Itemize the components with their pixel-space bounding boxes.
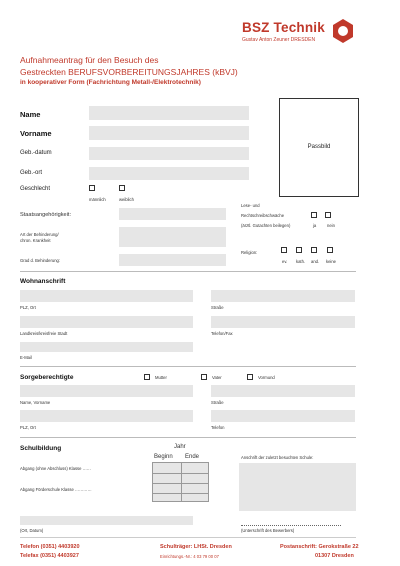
divider [20, 271, 356, 272]
geb-ort-label: Geb.-ort [20, 170, 43, 176]
staatsangehoerigkeit-field[interactable] [119, 208, 226, 220]
religion-keine-label: keine [326, 259, 337, 264]
wohn-plz-ort-field[interactable] [20, 290, 193, 302]
religion-kath-checkbox[interactable] [296, 247, 302, 253]
title-line-1: Aufnahmeantrag für den Besuch des [20, 55, 159, 65]
religion-ev-label: ev. [282, 259, 288, 264]
unterschrift-label: (Unterschrift des Bewerbers) [241, 528, 295, 533]
schulbildung-heading: Schulbildung [20, 445, 62, 452]
grad-field[interactable] [119, 254, 226, 266]
religion-ev-checkbox[interactable] [281, 247, 287, 253]
beginn-label: Beginn [154, 454, 173, 460]
abgang-foerder-label: Abgang Förderschule Klasse ………… [20, 487, 92, 492]
footer-telefax: Telefax (0351) 4403927 [20, 553, 79, 559]
wohn-landkreis-label: Landkreis/kreisfreie Stadt [20, 331, 68, 336]
behinderung-label-2: chron. Krankheit [20, 238, 51, 243]
ort-datum-field[interactable] [20, 516, 193, 525]
lrs-nein-checkbox[interactable] [325, 212, 331, 218]
vater-checkbox[interactable] [201, 374, 207, 380]
wohn-telefon-field[interactable] [211, 316, 355, 328]
sorge-telefon-field[interactable] [211, 410, 355, 422]
vormund-checkbox[interactable] [247, 374, 253, 380]
divider [20, 437, 356, 438]
sorge-heading: Sorgeberechtigte [20, 374, 74, 381]
ende-label: Ende [185, 454, 200, 460]
religion-and-checkbox[interactable] [311, 247, 317, 253]
vormund-label: Vormund [258, 375, 275, 380]
mutter-label: Mutter [155, 375, 167, 380]
schule-jahr-grid[interactable] [152, 462, 209, 502]
grid-hline [153, 483, 208, 484]
logo-brand: BSZ Technik [242, 20, 325, 35]
wohn-strasse-field[interactable] [211, 290, 355, 302]
vater-label: Vater [212, 375, 222, 380]
wohn-telefon-label: Telefon/Fax [211, 331, 233, 336]
footer-divider [20, 537, 356, 538]
vorname-label: Vorname [20, 129, 52, 138]
mutter-checkbox[interactable] [144, 374, 150, 380]
behinderung-label-1: Art der Behinderung/ [20, 232, 59, 237]
anschrift-field[interactable] [239, 463, 356, 511]
religion-label: Religion: [241, 250, 258, 255]
wohn-email-label: E-Mail [20, 355, 32, 360]
grid-vline [181, 463, 182, 501]
hex-nut-icon [332, 18, 354, 44]
wohn-strasse-label: Straße [211, 305, 224, 310]
footer-traeger: Schulträger: LHSt. Dresden [160, 544, 232, 550]
grad-label: Grad d. Behinderung: [20, 258, 61, 263]
staatsangehoerigkeit-label: Staatsangehörigkeit: [20, 212, 71, 218]
sorge-name-label: Name, Vorname [20, 400, 51, 405]
religion-and-label: and. [311, 259, 320, 264]
geb-datum-label: Geb.-datum [20, 150, 52, 156]
lrs-ja-checkbox[interactable] [311, 212, 317, 218]
wohn-landkreis-field[interactable] [20, 316, 193, 328]
wohnanschrift-heading: Wohnanschrift [20, 278, 66, 285]
jahr-label: Jahr [174, 444, 186, 450]
geschlecht-label: Geschlecht [20, 186, 51, 192]
lrs-label-1: Lese- und [241, 203, 260, 208]
wohn-email-field[interactable] [20, 342, 193, 352]
name-label: Name [20, 110, 41, 119]
geb-ort-field[interactable] [89, 167, 249, 180]
weiblich-checkbox[interactable] [119, 185, 125, 191]
ort-datum-label: (Ort, Datum) [20, 528, 44, 533]
lrs-label-2: Rechtschreibschwäche [241, 213, 285, 218]
footer-einrichtung: Einrichtungs.-Nr.: 4 03 79 00 07 [160, 554, 219, 559]
maennlich-label: männlich [89, 197, 106, 202]
sorge-plz-ort-label: PLZ, Ort [20, 425, 36, 430]
grid-hline [153, 473, 208, 474]
religion-keine-checkbox[interactable] [327, 247, 333, 253]
logo [238, 18, 358, 52]
signature-line [241, 525, 341, 526]
geb-datum-field[interactable] [89, 147, 249, 160]
name-field[interactable] [89, 106, 249, 120]
footer-telefon: Telefon (0351) 4403920 [20, 544, 80, 550]
religion-kath-label: kath. [296, 259, 306, 264]
anschrift-label: Anschrift der zuletzt besuchten Schule: [241, 455, 314, 460]
divider [20, 366, 356, 367]
lrs-label-3: (ärztl. Gutachten beilegen) [241, 223, 291, 228]
title-line-3: in kooperativer Form (Fachrichtung Metall-/Elektrotechnik) [20, 79, 201, 86]
maennlich-checkbox[interactable] [89, 185, 95, 191]
sorge-strasse-field[interactable] [211, 385, 355, 397]
sorge-telefon-label: Telefon [211, 425, 225, 430]
sorge-strasse-label: Straße [211, 400, 224, 405]
vorname-field[interactable] [89, 126, 249, 140]
logo-subtitle: Gustav Anton Zeuner DRESDEN [242, 37, 316, 43]
behinderung-field[interactable] [119, 227, 226, 247]
weiblich-label: weiblich [119, 197, 134, 202]
footer-ort: 01307 Dresden [315, 553, 354, 559]
sorge-name-field[interactable] [20, 385, 193, 397]
sorge-plz-ort-field[interactable] [20, 410, 193, 422]
footer-postanschrift: Postanschrift: Gerokstraße 22 [280, 544, 359, 550]
abgang-ohne-label: Abgang (ohne Abschluss) Klasse …… [20, 466, 91, 471]
wohn-plz-ort-label: PLZ, Ort [20, 305, 36, 310]
passport-photo-label: Passbild [307, 144, 331, 150]
lrs-nein-label: nein [327, 223, 335, 228]
grid-hline [153, 493, 208, 494]
passport-photo-box[interactable] [279, 98, 359, 197]
lrs-ja-label: ja [313, 223, 317, 228]
title-line-2: Gestreckten BERUFSVORBEREITUNGSJAHRES (kBVJ) [20, 67, 238, 77]
